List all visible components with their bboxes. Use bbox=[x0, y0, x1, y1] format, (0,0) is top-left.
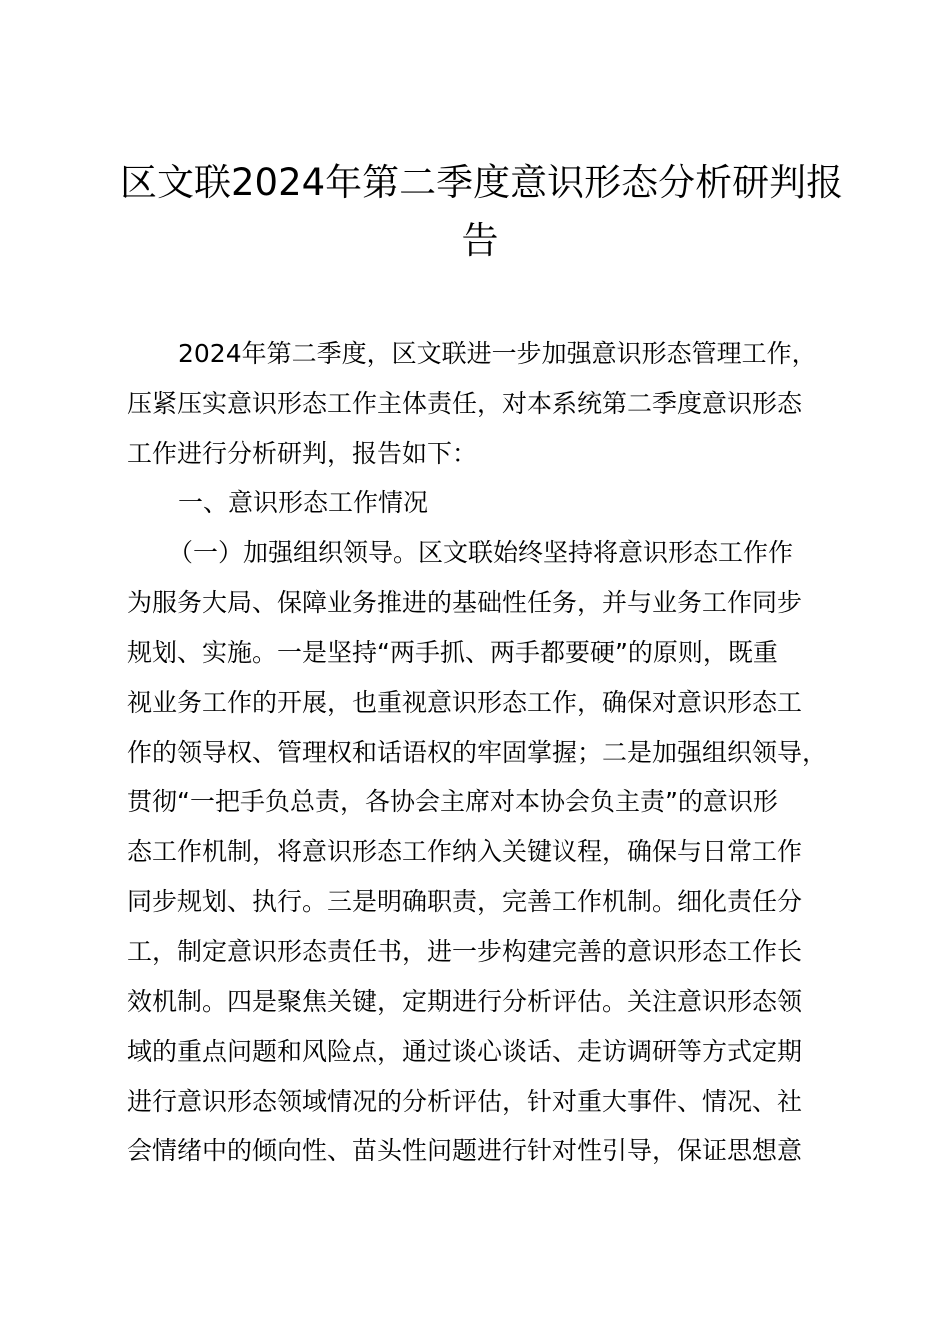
paragraph-line: 作的领导权、管理权和话语权的牢固掌握；二是加强组织领导， bbox=[127, 738, 828, 767]
paragraph-line: 同步规划、执行。三是明确职责，完善工作机制。细化责任分 bbox=[127, 887, 803, 916]
paragraph-line: 效机制。四是聚焦关键，定期进行分析评估。关注意识形态领 bbox=[127, 987, 803, 1016]
section-heading: 一、意识形态工作情况 bbox=[178, 488, 429, 517]
paragraph-line: 2024年第二季度，区文联进一步加强意识形态管理工作， bbox=[178, 339, 817, 368]
paragraph-line: 工，制定意识形态责任书，进一步构建完善的意识形态工作长 bbox=[127, 937, 803, 966]
paragraph-line: 工作进行分析研判，报告如下： bbox=[127, 439, 478, 468]
paragraph-line: 态工作机制，将意识形态工作纳入关键议程，确保与日常工作 bbox=[127, 837, 803, 866]
paragraph-line: （一）加强组织领导。区文联始终坚持将意识形态工作作 bbox=[168, 538, 794, 567]
title-line-1: 区文联2024年第二季度意识形态分析研判报 bbox=[120, 161, 844, 204]
title-line-2: 告 bbox=[461, 219, 499, 262]
paragraph-line: 域的重点问题和风险点，通过谈心谈话、走访调研等方式定期 bbox=[127, 1037, 803, 1066]
paragraph-line: 会情绪中的倾向性、苗头性问题进行针对性引导，保证思想意 bbox=[127, 1136, 803, 1165]
paragraph-line: 规划、实施。一是坚持“两手抓、两手都要硬”的原则，既重 bbox=[127, 638, 778, 667]
paragraph-line: 贯彻“一把手负总责，各协会主席对本协会负主责”的意识形 bbox=[127, 787, 778, 816]
paragraph-line: 进行意识形态领域情况的分析评估，针对重大事件、情况、社 bbox=[127, 1087, 803, 1116]
document-title bbox=[120, 154, 844, 270]
paragraph-line: 压紧压实意识形态工作主体责任，对本系统第二季度意识形态 bbox=[127, 389, 803, 418]
paragraph-line: 为服务大局、保障业务推进的基础性任务，并与业务工作同步 bbox=[127, 588, 803, 617]
paragraph-line: 视业务工作的开展，也重视意识形态工作，确保对意识形态工 bbox=[127, 688, 803, 717]
